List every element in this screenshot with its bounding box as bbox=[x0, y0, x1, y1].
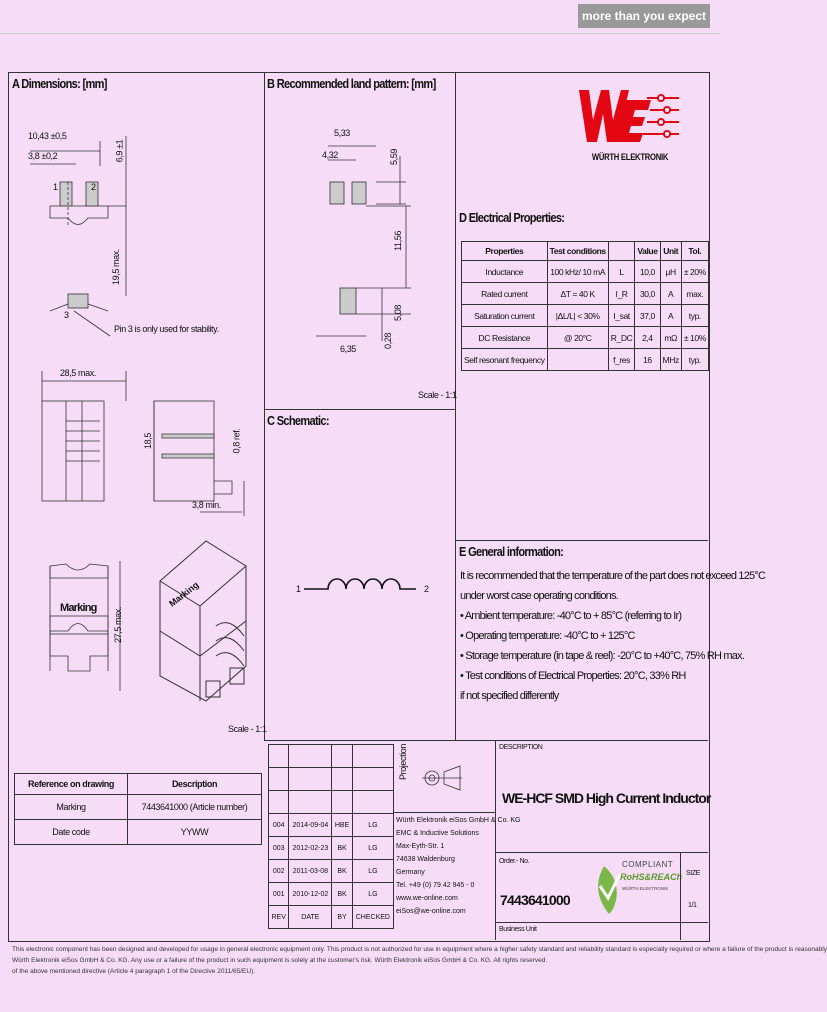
rev-cell: HBE bbox=[332, 814, 352, 837]
table-row bbox=[462, 261, 709, 283]
rev-cell: BK bbox=[332, 837, 352, 860]
ep-cell: A bbox=[660, 283, 681, 305]
ep-cell: typ. bbox=[681, 305, 708, 327]
ep-cell: I_R bbox=[608, 283, 635, 305]
disclaimer bbox=[12, 944, 827, 977]
inductor-symbol-icon bbox=[300, 565, 420, 605]
title-block-hline bbox=[495, 852, 708, 853]
ep-cell: @ 20°C bbox=[547, 327, 608, 349]
order-number: 7443641000 bbox=[500, 892, 570, 908]
revision-table bbox=[268, 744, 394, 929]
marking-3d-label: Marking bbox=[167, 579, 201, 609]
table-row bbox=[269, 883, 394, 906]
dim-a9: 27,5 max. bbox=[112, 607, 123, 643]
ep-cell: L bbox=[608, 261, 635, 283]
dim-a8: 3,8 min. bbox=[192, 500, 221, 510]
dim-a5: 28,5 max. bbox=[60, 368, 96, 378]
brand-name: WÜRTH ELEKTRONIK bbox=[591, 152, 669, 162]
ep-header: Test conditions bbox=[547, 242, 608, 261]
company-line: EMC & Inductive Solutions bbox=[396, 830, 479, 837]
section-c-title: C Schematic: bbox=[267, 413, 329, 428]
table-row bbox=[269, 906, 394, 929]
marking-label: Marking bbox=[60, 602, 97, 614]
table-row bbox=[15, 795, 262, 820]
ep-cell: Inductance bbox=[462, 261, 548, 283]
rev-cell: LG bbox=[352, 860, 393, 883]
title-block-divider bbox=[495, 740, 496, 940]
rev-cell: 003 bbox=[269, 837, 289, 860]
electrical-properties-table bbox=[461, 241, 709, 371]
ep-header: Tol. bbox=[681, 242, 708, 261]
schematic-pin2: 2 bbox=[424, 584, 429, 594]
rev-header: DATE bbox=[289, 906, 332, 929]
pin2-label: 2 bbox=[91, 182, 96, 192]
ep-cell: ± 20% bbox=[681, 261, 708, 283]
ep-cell: 37,0 bbox=[635, 305, 660, 327]
general-line: if not specified differently bbox=[460, 690, 559, 702]
rev-header: REV bbox=[269, 906, 289, 929]
ep-cell: ΔT = 40 K bbox=[547, 283, 608, 305]
rev-header: BY bbox=[332, 906, 352, 929]
size-label: SIZE bbox=[686, 870, 700, 877]
section-b-title: B Recommended land pattern: [mm] bbox=[267, 76, 436, 91]
ep-cell: A bbox=[660, 305, 681, 327]
ep-cell: DC Resistance bbox=[462, 327, 548, 349]
ref-cell: Marking bbox=[15, 795, 128, 820]
ep-cell: 2,4 bbox=[635, 327, 660, 349]
ref-cell: 7443641000 (Article number) bbox=[128, 795, 262, 820]
company-line: Würth Elektronik eiSos GmbH & Co. KG bbox=[396, 817, 521, 824]
table-row bbox=[269, 814, 394, 837]
dim-b4: 11,56 bbox=[392, 231, 403, 251]
divider-a-b bbox=[264, 72, 265, 740]
company-line: Germany bbox=[396, 869, 425, 876]
pin3-note: Pin 3 is only used for stability. bbox=[114, 324, 219, 334]
scale-b: Scale - 1:1 bbox=[418, 390, 457, 400]
rev-cell: 004 bbox=[269, 814, 289, 837]
ep-cell: f_res bbox=[608, 349, 635, 371]
ep-cell bbox=[547, 349, 608, 371]
ref-cell: YYWW bbox=[128, 820, 262, 845]
dim-b7: 6,35 bbox=[340, 344, 356, 354]
pin3-label: 3 bbox=[64, 310, 69, 320]
general-information bbox=[460, 566, 766, 706]
divider-b-c bbox=[264, 409, 455, 410]
general-line: • Storage temperature (in tape & reel): -20°C to +40°C, 75% RH max. bbox=[460, 650, 745, 662]
table-row bbox=[462, 327, 709, 349]
rev-cell: 2012-02-23 bbox=[289, 837, 332, 860]
table-row bbox=[15, 820, 262, 845]
ep-cell: I_sat bbox=[608, 305, 635, 327]
description-label: DESCRIPTION bbox=[499, 744, 543, 751]
disclaimer-line: Würth Elektronik eiSos GmbH & Co. KG. Any use or a failure of the product in such equipment is solely at the customer's risk. Würth Elektronik eiSos GmbH & Co. KG. All rights reserved. bbox=[12, 957, 548, 964]
company-line: Tel. +49 (0) 79 42 945 - 0 bbox=[396, 882, 475, 889]
table-row bbox=[15, 774, 262, 795]
header-divider bbox=[0, 33, 720, 34]
dim-a2: 3,8 ±0,2 bbox=[28, 151, 58, 161]
ep-cell: 100 kHz/ 10 mA bbox=[547, 261, 608, 283]
disclaimer-line: This electronic component has been designed and developed for usage in general electronic equipment only. This product is not authorized for use in equipment where a higher safety standard and reliability standard is especially required or where a failure of the product is reasonably bbox=[12, 946, 827, 953]
ep-cell: 16 bbox=[635, 349, 660, 371]
leaf-icon bbox=[594, 860, 624, 916]
table-row bbox=[462, 242, 709, 261]
dim-a1: 10,43 ±0,5 bbox=[28, 131, 67, 141]
company-line: Max-Eyth-Str. 1 bbox=[396, 843, 445, 850]
dim-b2: 4,32 bbox=[322, 150, 338, 160]
projection-box bbox=[394, 740, 496, 813]
page-header bbox=[0, 0, 720, 34]
ref-cell: Date code bbox=[15, 820, 128, 845]
ep-cell: typ. bbox=[681, 349, 708, 371]
table-row bbox=[462, 349, 709, 371]
ep-cell: max. bbox=[681, 283, 708, 305]
order-label: Order.- No. bbox=[499, 858, 530, 865]
ep-cell: 10,0 bbox=[635, 261, 660, 283]
divider-d-e bbox=[455, 540, 708, 541]
ep-header: Properties bbox=[462, 242, 548, 261]
company-line: eiSos@we-online.com bbox=[396, 908, 466, 915]
general-line: • Test conditions of Electrical Properties: 20°C, 33% RH bbox=[460, 670, 686, 682]
company-line: 74638 Waldenburg bbox=[396, 856, 455, 863]
section-d-title: D Electrical Properties: bbox=[459, 210, 565, 225]
schematic-pin1: 1 bbox=[296, 584, 301, 594]
rev-cell: 001 bbox=[269, 883, 289, 906]
rev-cell: LG bbox=[352, 837, 393, 860]
dim-b6: 0,28 bbox=[382, 333, 393, 349]
page-number: 1/1 bbox=[688, 902, 697, 909]
ep-cell: R_DC bbox=[608, 327, 635, 349]
dim-b5: 5,08 bbox=[392, 305, 403, 321]
general-line: • Operating temperature: -40°C to + 125°C bbox=[460, 630, 635, 642]
general-line: under worst case operating conditions. bbox=[460, 590, 618, 602]
ep-cell: MHz bbox=[660, 349, 681, 371]
rev-cell: 002 bbox=[269, 860, 289, 883]
reference-table bbox=[14, 773, 262, 845]
dim-b3: 5,59 bbox=[388, 149, 399, 165]
projection-symbol-icon bbox=[420, 760, 464, 796]
ep-cell: 30,0 bbox=[635, 283, 660, 305]
dim-a4: 19,5 max. bbox=[110, 249, 121, 285]
ep-cell: µH bbox=[660, 261, 681, 283]
rev-cell: BK bbox=[332, 883, 352, 906]
rev-cell: 2014-09-04 bbox=[289, 814, 332, 837]
compliance-badge bbox=[594, 856, 682, 918]
table-row bbox=[269, 860, 394, 883]
company-line: www.we-online.com bbox=[396, 895, 458, 902]
size-divider bbox=[680, 852, 681, 940]
business-hline bbox=[495, 922, 708, 923]
general-line: It is recommended that the temperature of the part does not exceed 125°C bbox=[460, 570, 766, 582]
dimensions-drawing bbox=[10, 96, 264, 736]
dim-a7: 0,8 ref. bbox=[231, 428, 242, 454]
compliant-brand: WÜRTH ELEKTRONIK bbox=[622, 886, 669, 891]
rohs-reach-text: RoHS&REACh bbox=[620, 872, 682, 882]
general-line: • Ambient temperature: -40°C to + 85°C (referring to Ir) bbox=[460, 610, 682, 622]
ep-cell: |ΔL/L| < 30% bbox=[547, 305, 608, 327]
ep-cell: Rated current bbox=[462, 283, 548, 305]
wurth-logo bbox=[575, 80, 685, 172]
dim-a6: 18,5 bbox=[142, 433, 153, 449]
ep-cell: mΩ bbox=[660, 327, 681, 349]
tagline-banner: more than you expect bbox=[578, 4, 710, 28]
scale-a: Scale - 1:1 bbox=[228, 724, 267, 734]
table-row bbox=[269, 837, 394, 860]
business-unit: Business Unit bbox=[499, 926, 537, 933]
rev-header: CHECKED bbox=[352, 906, 393, 929]
section-e-title: E General information: bbox=[459, 544, 564, 559]
compliant-text: COMPLIANT bbox=[622, 860, 674, 869]
projection-label: Projection bbox=[398, 743, 408, 780]
ref-header-0: Reference on drawing bbox=[15, 774, 128, 795]
rev-cell: 2010-12-02 bbox=[289, 883, 332, 906]
ep-cell: Saturation current bbox=[462, 305, 548, 327]
ep-cell: ± 10% bbox=[681, 327, 708, 349]
ep-header: Value bbox=[635, 242, 660, 261]
ep-cell: Self resonant frequency bbox=[462, 349, 548, 371]
ep-header: Unit bbox=[660, 242, 681, 261]
section-a-title: A Dimensions: [mm] bbox=[12, 76, 107, 91]
dim-b1: 5,33 bbox=[334, 128, 350, 138]
rev-cell: LG bbox=[352, 814, 393, 837]
land-pattern-drawing bbox=[266, 96, 454, 408]
rev-cell: LG bbox=[352, 883, 393, 906]
rev-cell: BK bbox=[332, 860, 352, 883]
divider-b-d bbox=[455, 72, 456, 740]
dim-a3: 6,9 ±1 bbox=[114, 139, 125, 163]
table-row bbox=[462, 283, 709, 305]
disclaimer-line: of the above mentioned directive (Article 4 paragraph 1 of the Directive 2011/65/EU). bbox=[12, 968, 256, 975]
ep-header bbox=[608, 242, 635, 261]
ref-header-1: Description bbox=[128, 774, 262, 795]
rev-cell: 2011-03-08 bbox=[289, 860, 332, 883]
product-description: WE-HCF SMD High Current Inductor bbox=[502, 790, 711, 806]
table-row bbox=[462, 305, 709, 327]
pin1-label: 1 bbox=[53, 182, 58, 192]
